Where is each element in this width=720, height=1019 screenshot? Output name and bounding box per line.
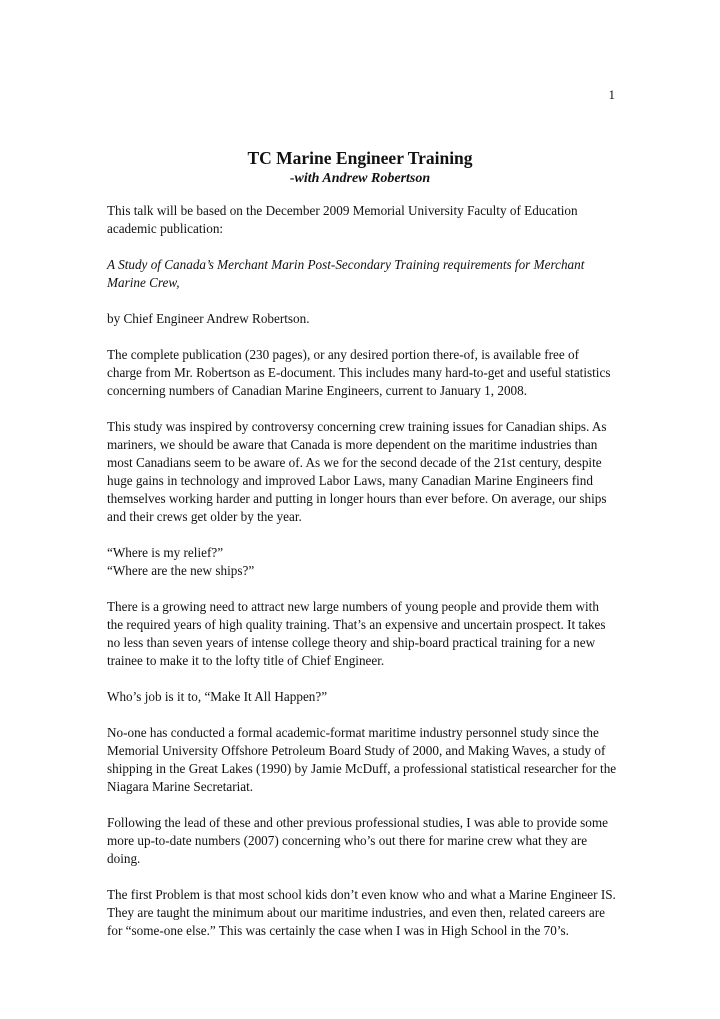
document-title: TC Marine Engineer Training	[247, 148, 473, 168]
paragraph-author-line: by Chief Engineer Andrew Robertson.	[107, 311, 310, 326]
paragraph-intro: This talk will be based on the December 2009 Memorial University Faculty of Education academic publication:	[107, 203, 578, 236]
paragraph-publication-title: A Study of Canada’s Merchant Marin Post-Secondary Training requirements for Merchant Marine Crew,	[107, 257, 585, 290]
paragraph-need: There is a growing need to attract new large numbers of young people and provide them with the required years of high quality training. That’s an expensive and uncertain prospect. It takes no less than seven years of intense college theory and ship-board practical training for a new trainee to make it to the lofty title of Chief Engineer.	[107, 599, 606, 668]
page-number: 1	[608, 87, 615, 102]
quote-relief: “Where is my relief?”	[107, 545, 224, 560]
document-subtitle: -with Andrew Robertson	[289, 171, 431, 186]
title-block	[0, 148, 720, 188]
paragraph-following: Following the lead of these and other previous professional studies, I was able to provide some more up-to-date numbers (2007) concerning who’s out there for marine crew what they are doing.	[107, 815, 609, 866]
document-body	[107, 202, 617, 958]
quote-new-ships: “Where are the new ships?”	[107, 563, 255, 578]
paragraph-inspiration: This study was inspired by controversy concerning crew training issues for Canadian ships. As mariners, we should be aware that Canada is more dependent on the maritime industries than most Canadians seem to be aware of. As we for the second decade of the 21st century, despite huge gains in technology and improved Labor Laws, many Canadian Marine Engineers find themselves working harder and putting in longer hours than ever before. On average, our ships and their crews get older by the year.	[107, 419, 607, 524]
paragraph-first-problem: The first Problem is that most school kids don’t even know who and what a Marine Engineer IS. They are taught the minimum about our maritime industries, and even then, related careers are for “some-one else.” This was certainly the case when I was in High School in the 70’s.	[107, 887, 616, 938]
paragraph-no-one: No-one has conducted a formal academic-format maritime industry personnel study since the Memorial University Offshore Petroleum Board Study of 2000, and Making Waves, a study of shipping in the Great Lakes (1990) by Jamie McDuff, a professional statistical researcher for the Niagara Marine Secretariat.	[107, 725, 617, 794]
paragraph-availability: The complete publication (230 pages), or any desired portion there-of, is available free of charge from Mr. Robertson as E-document. This includes many hard-to-get and useful statistics concerning numbers of Canadian Marine Engineers, current to January 1, 2008.	[107, 347, 611, 398]
paragraph-whose-job: Who’s job is it to, “Make It All Happen?”	[107, 689, 328, 704]
